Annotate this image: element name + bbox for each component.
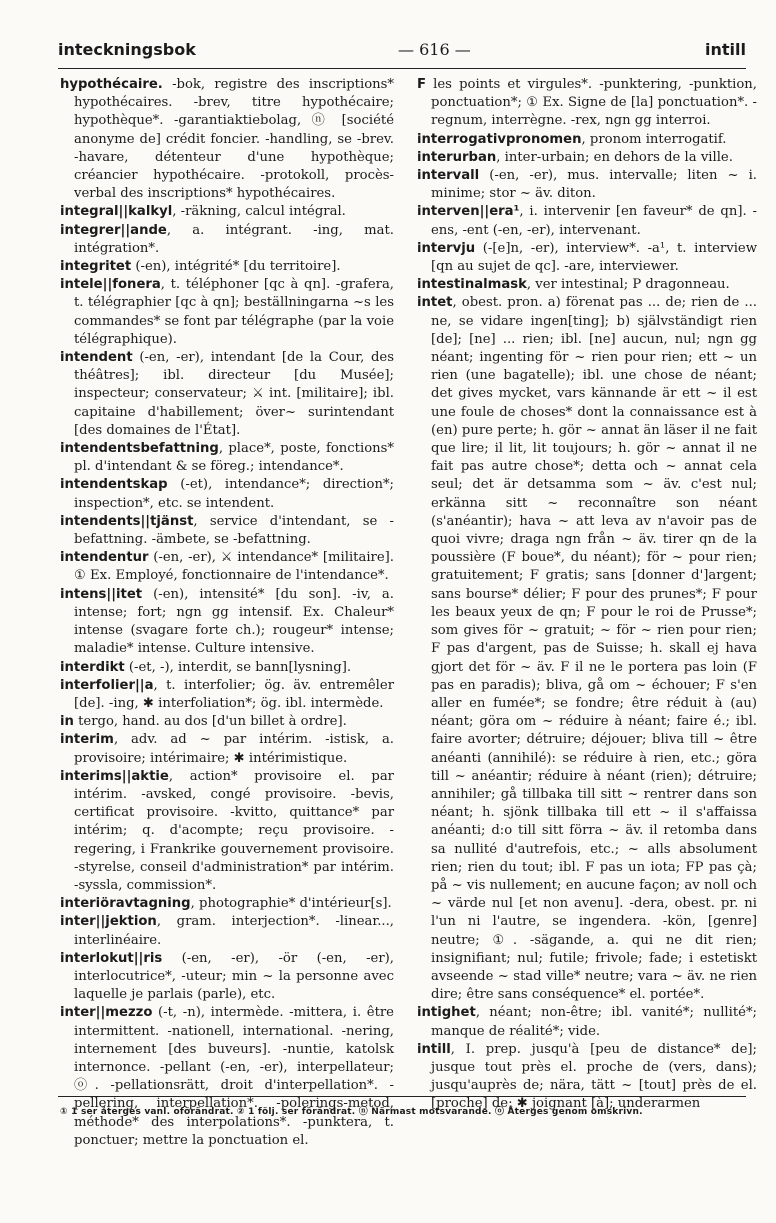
entry-headword: intestinalmask <box>417 277 527 293</box>
entry-headword: integral||kalkyl <box>60 204 173 220</box>
header-rule <box>58 68 746 69</box>
dictionary-entry: interfolier||a, t. interfolier; ög. äv. entremêler [de]. -ing, ✱ interfoliation*; ög. ibl. intermède. <box>60 677 394 711</box>
entry-headword: interfolier||a <box>60 677 154 693</box>
dictionary-entry: intet, obest. pron. a) förenat pas ... de; rien de ... ne, se vidare ingen[ting]; b) självständigt rien [de]; [ne] ... rien; ibl. [ne] aucun, nul; ngn gg néant; ingenting för ~ rien pour rien; ett ~ un rien (une bagatelle); ibl. une chose de néant; det gives mycket, vars kännande är ett ~ il est une foule de choses* dont la connaissance est à (en) pure perte; h. gör ~ annat än läser il ne fait que lire; il lit, lit toujours; h. gör ~ annat il ne fait pas autre chose*; detta och ~ annat cela seul; det är detsamma som ~ äv. c'est nul; erkänna sitt ~ reconnaître son néant (s'anéantir); hava ~ att leva av n'avoir pas de quoi vivre; draga ngn från ~ äv. tirer qn de la poussière (F boue*, du néant); för ~ pour rien; gratuitement; F gratis; sans [donner d']argent; sans bourse* délier; F pour des prunes*; F pour les beaux yeux de qn; F pour le roi de Prusse*; som gives för ~ gratuit; ~ för ~ rien pour rien; F pas d'argent, pas de Suisse; h. skall ej hava gjort det för ~ äv. F il ne le portera pas loin (F pas en paradis); bliva, gå om ~ échouer; F s'en aller en fumée*; se fondre; être réduit à (au) néant; göra om ~ réduire à néant; faire é.; ibl. faire avorter; détruire; déjouer; bliva till ~ être anéanti (annihilé): se réduire à rien, etc.; göra till ~ anéantir; réduire à néant (rien); détruire; annihiler; gå tillbaka till sitt ~ rentrer dans son néant; h. sjönk tillbaka till ett ~ il s'affaissa anéanti; d:o till sitt förra ~ äv. il retomba dans sa nullité d'autrefois, etc.; ~ alls absolument rien; rien du tout; ibl. F pas un iota; FP pas çà; på ~ vis nullement; en aucune façon; av noll och ~ värde nul [et non avenu]. -dera, obest. pr. ni l'un ni l'autre, se ingendera. -kön, [genre] neutre; ①. -sägande, a. qui ne dit rien; insignifiant; nul; futile; frivole; fade; i estetiskt avseende ~ stad ville* neutre; vara ~ äv. ne rien dire; être sans conséquence* el. portée*. <box>417 295 757 1003</box>
dictionary-entry: intendentsbefattning, place*, poste, fonctions* pl. d'intendant & se föreg.; intendance*. <box>60 441 394 475</box>
dictionary-entry: intendents||tjänst, service d'intendant, se -befattning. -ämbete, se -befattning. <box>60 513 394 548</box>
dictionary-entry: inter||jektion, gram. interjection*. -linear..., interlinéaire. <box>60 914 394 948</box>
header-guide-word-left: inteckningsbok <box>58 40 196 59</box>
dictionary-entry: integral||kalkyl, -räkning, calcul intégral. <box>60 204 346 220</box>
entry-headword: interven||era¹ <box>417 204 520 220</box>
entry-headword: intighet <box>417 1005 476 1021</box>
entry-headword: intervall <box>417 168 480 184</box>
dictionary-entry: interrogativpronomen, pronom interrogatif. <box>417 131 727 147</box>
dictionary-entry: interim, adv. ad ~ par intérim. -istisk, a. provisoire; intérimaire; ✱ intérimistique. <box>60 732 394 766</box>
entry-headword: intendentskap <box>60 477 168 493</box>
entry-headword: interdikt <box>60 659 125 675</box>
entry-headword: intet <box>417 295 453 311</box>
entry-headword: inter||jektion <box>60 914 157 930</box>
dictionary-entry: intendentur (-en, -er), ⚔ intendance* [militaire]. ① Ex. Employé, fonctionnaire de l'intendance*. <box>60 550 394 584</box>
dictionary-entry: integrer||ande, a. intégrant. -ing, mat. intégration*. <box>60 222 394 256</box>
dictionary-entry: interurban, inter-urbain; en dehors de la ville. <box>417 149 733 165</box>
entry-headword: inter||mezzo <box>60 1005 153 1021</box>
right-column <box>417 76 757 1112</box>
dictionary-entry: interiöravtagning, photographie* d'intérieur[s]. <box>60 896 392 912</box>
dictionary-entry: hypothécaire. -bok, registre des inscriptions* hypothécaires. -brev, titre hypothécaire; hypothèque*. -garantiaktiebolag, ⓝ [société anonyme de] crédit foncier. -handling, se -brev. -havare, détenteur d'une hypothèque; créancier hypothécaire. -protokoll, procès-verbal des inscriptions* hypothécaires. <box>60 77 394 202</box>
page-header <box>58 40 746 66</box>
entry-headword: intendent <box>60 350 133 366</box>
dictionary-entry: intill, I. prep. jusqu'à [peu de distance* de]; jusque tout près el. proche de (vers, dans); jusqu'auprès de; nära, tätt ~ [tout] près de el. [proche] de; ✱ joignant [à]; underarmen <box>417 1041 757 1112</box>
dictionary-entry: interims||aktie, action* provisoire el. par intérim. -avsked, congé provisoire. -bevis, certificat provisoire. -kvitto, quittance* par intérim; q. d'acompte; reçu provisoire. -regering, i Frankrike gouvernement provisoire. -styrelse, conseil d'administration* par intérim. -syssla, commission*. <box>60 768 394 893</box>
dictionary-entry: F les points et virgules*. -punktering, -punktion, ponctuation*; ① Ex. Signe de [la] ponctuation*. -regnum, interrègne. -rex, ngn gg interroi. <box>417 77 757 129</box>
entry-headword: intendentur <box>60 550 149 566</box>
dictionary-entry: inter||mezzo (-t, -n), intermède. -mittera, i. être intermittent. -nationell, international. -nering, internement [des buveurs]. -nuntie, katolsk internonce. -pellant (-en, -er), interpellateur; ⓞ. -pellationsrätt, droit d'interpellation*. -pellering, interpellation*. -polerings-metod, méthode* des interpolations*. -punktera, t. ponctuer; mettre la ponctuation el. <box>60 1005 394 1148</box>
entry-headword: intervju <box>417 240 476 256</box>
dictionary-entry: intendent (-en, -er), intendant [de la Cour, des théâtres]; ibl. directeur [du Musée]; inspecteur; conservateur; ⚔ int. [militaire]; ibl. capitaine d'habillement; över~ surintendant [des domaines de l'État]. <box>60 350 394 438</box>
header-guide-word-right: intill <box>705 40 746 59</box>
entry-headword: F <box>417 77 427 92</box>
dictionary-entry: interven||era¹, i. intervenir [en faveur* de qn]. -ens, -ent (-en, -er), intervenant. <box>417 204 757 238</box>
entry-headword: interiöravtagning <box>60 896 191 912</box>
dictionary-entry: intens||itet (-en), intensité* [du son]. -iv, a. intense; fort; ngn gg intensif. Ex. Chaleur* intense (svagare forte ch.); rougeur* intense; maladie* intense. Culture intensive. <box>60 586 394 657</box>
entry-headword: intendentsbefattning <box>60 441 219 457</box>
footnote: ① 1 ser återges vanl. oförändrat. ② 1 följ. ser förändrat. ⓝ Närmast motsvarande. ⓞ Återges genom omskrivn. <box>60 1107 643 1117</box>
footnote-rule <box>58 1096 746 1097</box>
entry-headword: interims||aktie <box>60 768 169 784</box>
dictionary-entry: intervall (-en, -er), mus. intervalle; liten ~ i. minime; stor ~ äv. diton. <box>417 168 757 202</box>
dictionary-entry: in tergo, hand. au dos [d'un billet à ordre]. <box>60 714 347 730</box>
entry-headword: interurban <box>417 149 497 165</box>
dictionary-entry: interlokut||ris (-en, -er), -ör (-en, -er), interlocutrice*, -uteur; min ~ la personne avec laquelle je parlais (parle), etc. <box>60 950 394 1003</box>
header-page-number: — 616 — <box>398 40 471 59</box>
entry-headword: intendents||tjänst <box>60 513 194 529</box>
entry-headword: integrer||ande <box>60 222 167 238</box>
entry-headword: hypothécaire. <box>60 77 163 92</box>
dictionary-entry: intendentskap (-et), intendance*; direction*; inspection*, etc. se intendent. <box>60 477 394 511</box>
entry-headword: interim <box>60 732 114 748</box>
entry-headword: in <box>60 714 74 730</box>
entry-headword: intele||fonera <box>60 277 161 293</box>
entry-headword: interlokut||ris <box>60 950 163 966</box>
dictionary-entry: intele||fonera, t. téléphoner [qc à qn]. -grafera, t. télégraphier [qc à qn]; beställningarna ~s les commandes* se font par télégraphe (par la voie télégraphique). <box>60 277 394 347</box>
entry-headword: intens||itet <box>60 586 143 602</box>
dictionary-entry: intighet, néant; non-être; ibl. vanité*; nullité*; manque de réalité*; vide. <box>417 1005 757 1039</box>
dictionary-entry: intervju (-[e]n, -er), interview*. -a¹, t. interview [qn au sujet de qc]. -are, interviewer. <box>417 240 757 275</box>
entry-headword: integritet <box>60 259 132 275</box>
dictionary-entry: integritet (-en), intégrité* [du territoire]. <box>60 259 341 275</box>
entry-headword: interrogativpronomen <box>417 131 582 147</box>
dictionary-entry: interdikt (-et, -), interdit, se bann[lysning]. <box>60 659 352 675</box>
dictionary-entry: intestinalmask, ver intestinal; P dragonneau. <box>417 277 730 293</box>
entry-headword: intill <box>417 1041 451 1057</box>
